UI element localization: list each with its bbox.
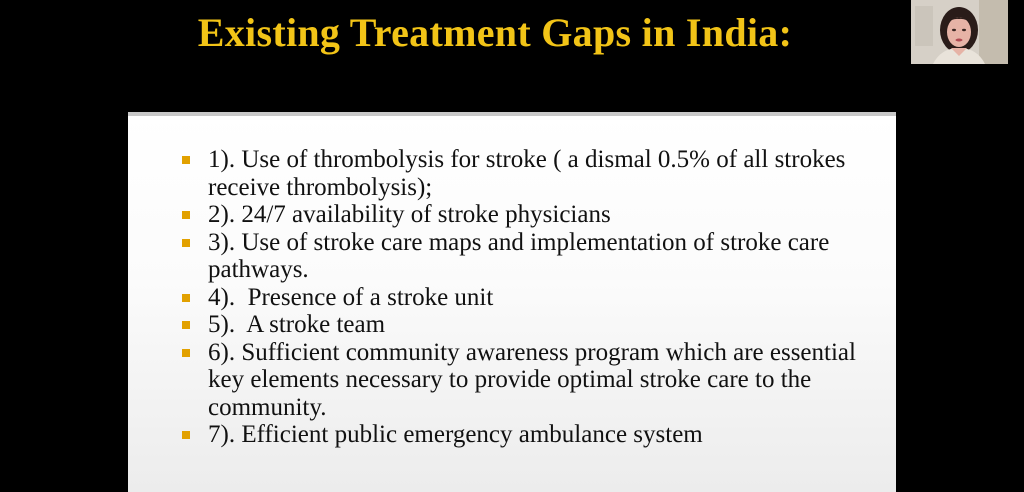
list-item-text: 6). Sufficient community awareness program which are essential key elements necessary to provide optimal stroke care to the community. [208,338,856,421]
list-item-text: 7). Efficient public emergency ambulance system [208,421,703,448]
list-item-text: 5). A stroke team [208,311,386,338]
square-bullet-icon [182,349,190,357]
slide-content-panel [128,112,896,492]
square-bullet-icon [182,431,190,439]
slide-title: Existing Treatment Gaps in India: [197,10,793,55]
list-item [178,339,878,422]
list-item [178,229,878,284]
square-bullet-icon [182,239,190,247]
list-item [178,311,878,339]
panel-top-rule [128,112,896,116]
list-item-text: 4). Presence of a stroke unit [208,283,494,311]
list-item-text: 1). Use of thrombolysis for stroke ( a dismal 0.5% of all strokes receive thrombolysis); [208,146,846,201]
list-item-text: 2). 24/7 availability of stroke physicians [208,201,611,228]
square-bullet-icon [182,156,190,164]
square-bullet-icon [182,294,190,302]
presenter-webcam-thumbnail [911,0,1008,64]
treatment-gaps-list [178,146,878,449]
list-item [178,421,878,449]
square-bullet-icon [182,211,190,219]
square-bullet-icon [182,321,190,329]
list-item [178,284,878,312]
list-item [178,201,878,229]
list-item-text: 3). Use of stroke care maps and implementation of stroke care pathways. [208,228,830,283]
list-item [178,146,878,201]
presenter-avatar-icon [911,0,1008,64]
